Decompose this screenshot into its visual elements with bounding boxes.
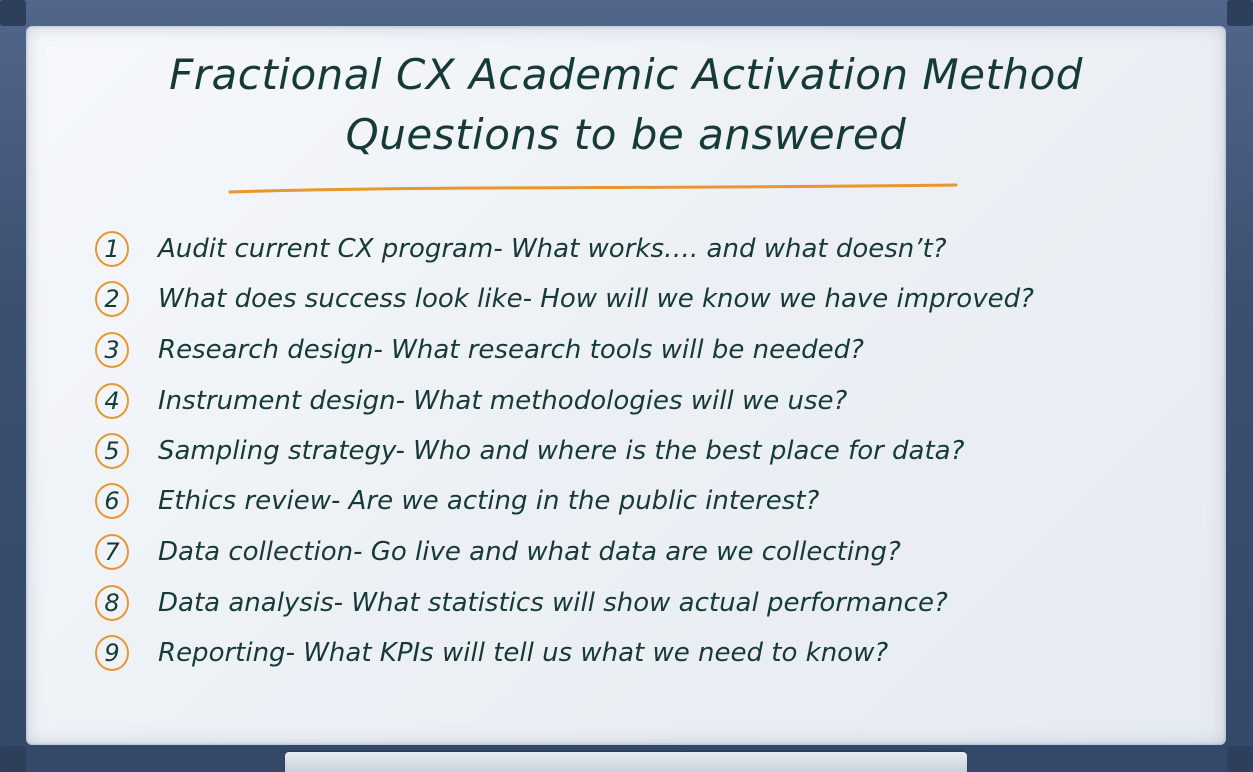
list-item — [95, 429, 1215, 473]
list-item — [95, 581, 1215, 625]
page-title: Fractional CX Academic Activation Method — [169, 50, 1083, 99]
list-item — [95, 328, 1215, 372]
list-item — [95, 530, 1215, 574]
item-text: Instrument design- What methodologies will we use? — [158, 386, 848, 416]
item-text: Sampling strategy- Who and where is the best place for data? — [158, 436, 965, 466]
item-number-badge: 5 — [95, 433, 129, 469]
item-number-badge: 1 — [95, 231, 129, 267]
list-item — [95, 631, 1215, 675]
list-item — [95, 479, 1215, 523]
item-number-badge: 4 — [95, 383, 129, 419]
item-number-badge: 3 — [95, 332, 129, 368]
item-text: Ethics review- Are we acting in the public interest? — [158, 486, 820, 516]
item-number-badge: 7 — [95, 534, 129, 570]
item-text: Research design- What research tools will be needed? — [158, 335, 864, 365]
item-text: Reporting- What KPIs will tell us what we need to know? — [158, 638, 889, 668]
item-number-badge: 2 — [95, 281, 129, 317]
item-number-badge: 9 — [95, 635, 129, 671]
list-item — [95, 277, 1215, 321]
item-number-badge: 6 — [95, 483, 129, 519]
page-subtitle: Questions to be answered — [345, 110, 907, 159]
list-item — [95, 227, 1215, 271]
item-text: Audit current CX program- What works…. and what doesn’t? — [158, 234, 947, 264]
item-number-badge: 8 — [95, 585, 129, 621]
item-text: Data analysis- What statistics will show actual performance? — [158, 588, 948, 618]
list-item — [95, 379, 1215, 423]
marker-tray — [285, 752, 967, 772]
item-text: What does success look like- How will we know we have improved? — [158, 284, 1034, 314]
item-text: Data collection- Go live and what data are we collecting? — [158, 537, 901, 567]
